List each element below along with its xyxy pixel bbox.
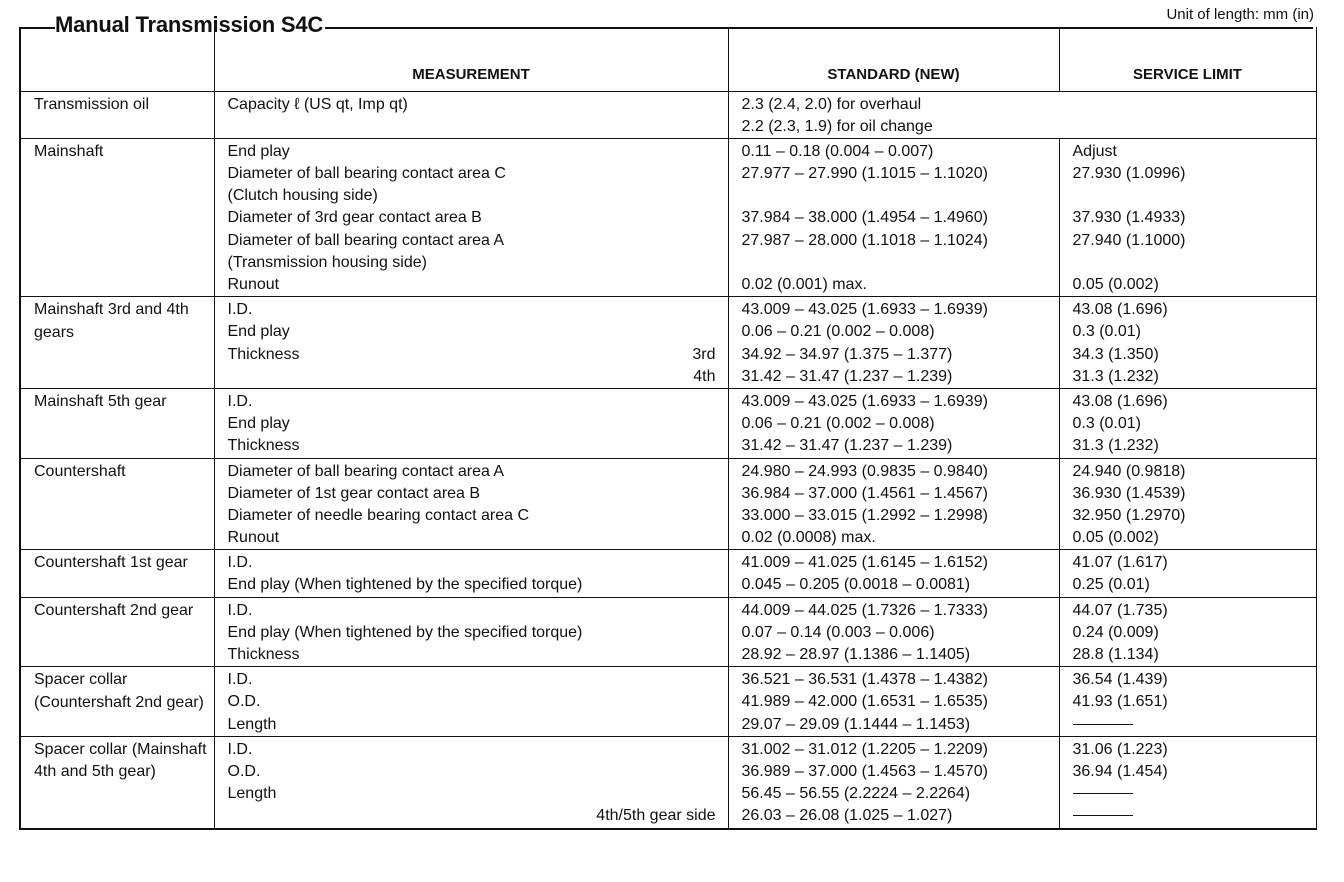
service-limit-value: 0.05 (0.002): [1072, 276, 1159, 293]
measurement-line: [228, 299, 720, 321]
service-limit-value: 0.3 (0.01): [1072, 415, 1141, 433]
table-row: [20, 736, 1316, 828]
header-row: [20, 27, 1316, 91]
measurement-text: End play (When tightened by the specified torque): [227, 623, 583, 641]
measurement-text: Diameter of ball bearing contact area A: [227, 231, 505, 249]
service-limit-value: 37.930 (1.4933): [1072, 209, 1186, 227]
measurement-line: [228, 805, 720, 827]
component-name: Mainshaft 5th gear: [20, 388, 214, 458]
measurement-line: [228, 527, 720, 549]
header-standard: STANDARD (NEW): [728, 27, 1059, 91]
service-limit-value: 36.930 (1.4539): [1072, 484, 1186, 502]
service-limit-cell: [1059, 667, 1316, 737]
service-limit-value: 31.3 (1.232): [1072, 367, 1159, 385]
standard-value: 31.42 – 31.47 (1.237 – 1.239): [741, 367, 953, 385]
standard-value: [742, 252, 1051, 274]
service-limit-value: [1073, 252, 1308, 274]
measurement-line: [228, 413, 720, 435]
standard-cell: [728, 91, 1316, 138]
standard-value: 0.11 – 0.18 (0.004 – 0.007): [741, 142, 934, 160]
measurement-line: [228, 435, 720, 457]
service-limit-value: 41.93 (1.651): [1072, 693, 1168, 711]
service-limit-value: 34.3 (1.350): [1072, 345, 1159, 363]
service-limit-value: 31.06 (1.223): [1072, 740, 1168, 758]
unit-note: Unit of length: mm (in): [1166, 6, 1314, 23]
service-limit-value: 28.8 (1.134): [1072, 646, 1159, 663]
measurement-line: [228, 483, 720, 505]
service-limit-value: 31.3 (1.232): [1072, 437, 1159, 455]
standard-value: 36.521 – 36.531 (1.4378 – 1.4382): [741, 671, 988, 689]
service-limit-value: 0.25 (0.01): [1072, 576, 1150, 594]
measurement-line: [228, 574, 720, 596]
measurement-line: [228, 691, 720, 713]
standard-value: 28.92 – 28.97 (1.1386 – 1.1405): [741, 646, 971, 663]
service-limit-value: 0.05 (0.002): [1072, 529, 1159, 547]
measurement-line: [228, 622, 720, 644]
table-row: [20, 667, 1316, 737]
standard-value: 0.07 – 0.14 (0.003 – 0.006): [741, 623, 935, 641]
standard-value: 44.009 – 44.025 (1.7326 – 1.7333): [741, 601, 988, 619]
measurement-text: O.D.: [227, 762, 261, 780]
standard-value: 36.984 – 37.000 (1.4561 – 1.4567): [741, 484, 988, 502]
table-row: [20, 297, 1316, 389]
measurement-cell: [214, 458, 728, 550]
measurement-line: [228, 714, 720, 736]
service-limit-value: [1073, 185, 1308, 207]
measurement-cell: [214, 388, 728, 458]
standard-cell: [728, 138, 1059, 296]
measurement-cell: [214, 597, 728, 667]
measurement-text: I.D.: [227, 554, 253, 572]
measurement-line: [228, 230, 720, 252]
standard-value: 31.42 – 31.47 (1.237 – 1.239): [741, 437, 953, 455]
standard-value: 26.03 – 26.08 (1.025 – 1.027): [741, 807, 953, 825]
standard-value: 43.009 – 43.025 (1.6933 – 1.6939): [741, 301, 988, 319]
standard-cell: [728, 297, 1059, 389]
measurement-text: Diameter of 1st gear contact area B: [227, 484, 481, 502]
measurement-cell: [214, 736, 728, 828]
header-measurement: MEASUREMENT: [214, 27, 728, 91]
measurement-text: End play: [227, 323, 290, 341]
component-name: Mainshaft: [20, 138, 214, 296]
measurement-qualifier: 4th: [693, 367, 716, 385]
standard-value: 0.06 – 0.21 (0.002 – 0.008): [741, 323, 935, 341]
table-row: [20, 388, 1316, 458]
table-row: [20, 597, 1316, 667]
measurement-text: I.D.: [227, 671, 253, 689]
service-limit-value: 36.54 (1.439): [1072, 671, 1168, 689]
measurement-text: Diameter of 3rd gear contact area B: [227, 209, 482, 227]
standard-value: 34.92 – 34.97 (1.375 – 1.377): [741, 345, 953, 363]
standard-value: 29.07 – 29.09 (1.1444 – 1.1453): [741, 715, 971, 733]
measurement-text: Capacity ℓ (US qt, Imp qt): [227, 95, 408, 113]
dash-mark: [1073, 815, 1133, 816]
service-limit-value: 27.930 (1.0996): [1072, 165, 1186, 183]
component-name: Transmission oil: [20, 91, 214, 138]
standard-value: 0.02 (0.001) max.: [741, 276, 867, 293]
measurement-text: Thickness: [227, 646, 300, 663]
service-limit-none: [1073, 805, 1308, 827]
standard-value: 27.987 – 28.000 (1.1018 – 1.1024): [741, 231, 988, 249]
measurement-line: [228, 94, 720, 116]
service-limit-value: 43.08 (1.696): [1072, 392, 1168, 410]
measurement-line: [228, 600, 720, 622]
measurement-line: [228, 669, 720, 691]
measurement-text: (Transmission housing side): [227, 253, 427, 271]
measurement-text: Thickness: [227, 437, 300, 455]
standard-value: 41.009 – 41.025 (1.6145 – 1.6152): [741, 554, 988, 572]
service-limit-value: 27.940 (1.1000): [1072, 231, 1186, 249]
component-name: Countershaft 2nd gear: [20, 597, 214, 667]
standard-cell: [728, 550, 1059, 597]
service-limit-value: 36.94 (1.454): [1072, 762, 1168, 780]
measurement-text: (Clutch housing side): [227, 187, 378, 205]
measurement-text: O.D.: [227, 693, 261, 711]
dash-mark: [1073, 793, 1133, 794]
spec-body: [20, 91, 1316, 829]
measurement-line: [228, 366, 720, 388]
measurement-qualifier: 3rd: [692, 345, 716, 363]
measurement-text: I.D.: [227, 740, 253, 758]
service-limit-cell: [1059, 550, 1316, 597]
table-row: [20, 458, 1316, 550]
measurement-text: Diameter of ball bearing contact area C: [227, 165, 506, 183]
measurement-text: Length: [227, 715, 277, 733]
service-limit-none: [1073, 714, 1308, 736]
table-row: [20, 550, 1316, 597]
standard-value: 33.000 – 33.015 (1.2992 – 1.2998): [741, 506, 988, 524]
table-row: [20, 138, 1316, 296]
measurement-text: Runout: [227, 529, 280, 547]
measurement-text: Runout: [227, 276, 280, 293]
measurement-text: I.D.: [227, 601, 253, 619]
service-limit-value: 0.3 (0.01): [1072, 323, 1141, 341]
service-limit-cell: [1059, 388, 1316, 458]
service-limit-value: 44.07 (1.735): [1072, 601, 1168, 619]
component-name: Mainshaft 3rd and 4th gears: [20, 297, 214, 389]
standard-value: 37.984 – 38.000 (1.4954 – 1.4960): [741, 209, 988, 227]
measurement-line: [228, 461, 720, 483]
standard-value: [742, 185, 1051, 207]
standard-value: 2.3 (2.4, 2.0) for overhaul: [741, 95, 922, 113]
spec-table: [19, 27, 1317, 830]
measurement-cell: [214, 550, 728, 597]
header-service-limit: SERVICE LIMIT: [1059, 27, 1316, 91]
measurement-line: [228, 344, 720, 366]
measurement-line: [228, 252, 720, 274]
component-name: Spacer collar (Mainshaft 4th and 5th gear): [20, 736, 214, 828]
measurement-line: [228, 163, 720, 185]
service-limit-value: 0.24 (0.009): [1072, 623, 1159, 641]
measurement-line: [228, 783, 720, 805]
component-name: Countershaft 1st gear: [20, 550, 214, 597]
component-name: Countershaft: [20, 458, 214, 550]
standard-value: 0.02 (0.0008) max.: [741, 529, 876, 547]
table-row: [20, 91, 1316, 138]
measurement-line: [228, 505, 720, 527]
measurement-text: Length: [227, 785, 277, 803]
measurement-line: [228, 321, 720, 343]
measurement-qualifier: 4th/5th gear side: [596, 807, 716, 825]
measurement-text: I.D.: [227, 392, 253, 410]
measurement-line: [228, 739, 720, 761]
standard-cell: [728, 597, 1059, 667]
standard-value: 2.2 (2.3, 1.9) for oil change: [741, 117, 933, 135]
measurement-line: [228, 391, 720, 413]
service-limit-none: [1073, 783, 1308, 805]
service-limit-cell: [1059, 297, 1316, 389]
measurement-line: [228, 274, 720, 296]
service-limit-value: 43.08 (1.696): [1072, 301, 1168, 319]
standard-value: 36.989 – 37.000 (1.4563 – 1.4570): [741, 762, 988, 780]
measurement-text: End play: [227, 142, 290, 160]
measurement-text: Diameter of needle bearing contact area C: [227, 506, 530, 524]
measurement-line: [228, 761, 720, 783]
standard-cell: [728, 667, 1059, 737]
service-limit-value: Adjust: [1072, 142, 1117, 160]
header-group: [20, 27, 214, 91]
measurement-cell: [214, 91, 728, 138]
service-limit-value: 32.950 (1.2970): [1072, 506, 1186, 524]
measurement-text: Diameter of ball bearing contact area A: [227, 462, 505, 480]
measurement-cell: [214, 667, 728, 737]
measurement-line: [228, 116, 720, 138]
service-limit-cell: [1059, 736, 1316, 828]
standard-value: 24.980 – 24.993 (0.9835 – 0.9840): [741, 462, 988, 480]
measurement-text: End play (When tightened by the specified torque): [227, 576, 583, 594]
standard-value: 31.002 – 31.012 (1.2205 – 1.2209): [741, 740, 988, 758]
service-limit-cell: [1059, 597, 1316, 667]
standard-value: 0.06 – 0.21 (0.002 – 0.008): [741, 415, 935, 433]
service-limit-cell: [1059, 458, 1316, 550]
measurement-text: End play: [227, 415, 290, 433]
service-limit-value: 24.940 (0.9818): [1072, 462, 1186, 480]
standard-cell: [728, 388, 1059, 458]
standard-value: 56.45 – 56.55 (2.2224 – 2.2264): [741, 785, 971, 803]
standard-value: 41.989 – 42.000 (1.6531 – 1.6535): [741, 693, 988, 711]
standard-value: 27.977 – 27.990 (1.1015 – 1.1020): [741, 165, 988, 183]
measurement-line: [228, 644, 720, 666]
measurement-cell: [214, 297, 728, 389]
page-title: Manual Transmission S4C: [55, 12, 324, 37]
measurement-line: [228, 207, 720, 229]
standard-cell: [728, 736, 1059, 828]
standard-value: 43.009 – 43.025 (1.6933 – 1.6939): [741, 392, 988, 410]
measurement-line: [228, 552, 720, 574]
measurement-text: Thickness: [227, 345, 300, 363]
measurement-text: I.D.: [227, 301, 253, 319]
measurement-cell: [214, 138, 728, 296]
component-name: Spacer collar (Countershaft 2nd gear): [20, 667, 214, 737]
measurement-line: [228, 185, 720, 207]
service-limit-cell: [1059, 138, 1316, 296]
dash-mark: [1073, 724, 1133, 725]
standard-value: 0.045 – 0.205 (0.0018 – 0.0081): [741, 576, 971, 594]
standard-cell: [728, 458, 1059, 550]
measurement-line: [228, 141, 720, 163]
service-limit-value: 41.07 (1.617): [1072, 554, 1168, 572]
